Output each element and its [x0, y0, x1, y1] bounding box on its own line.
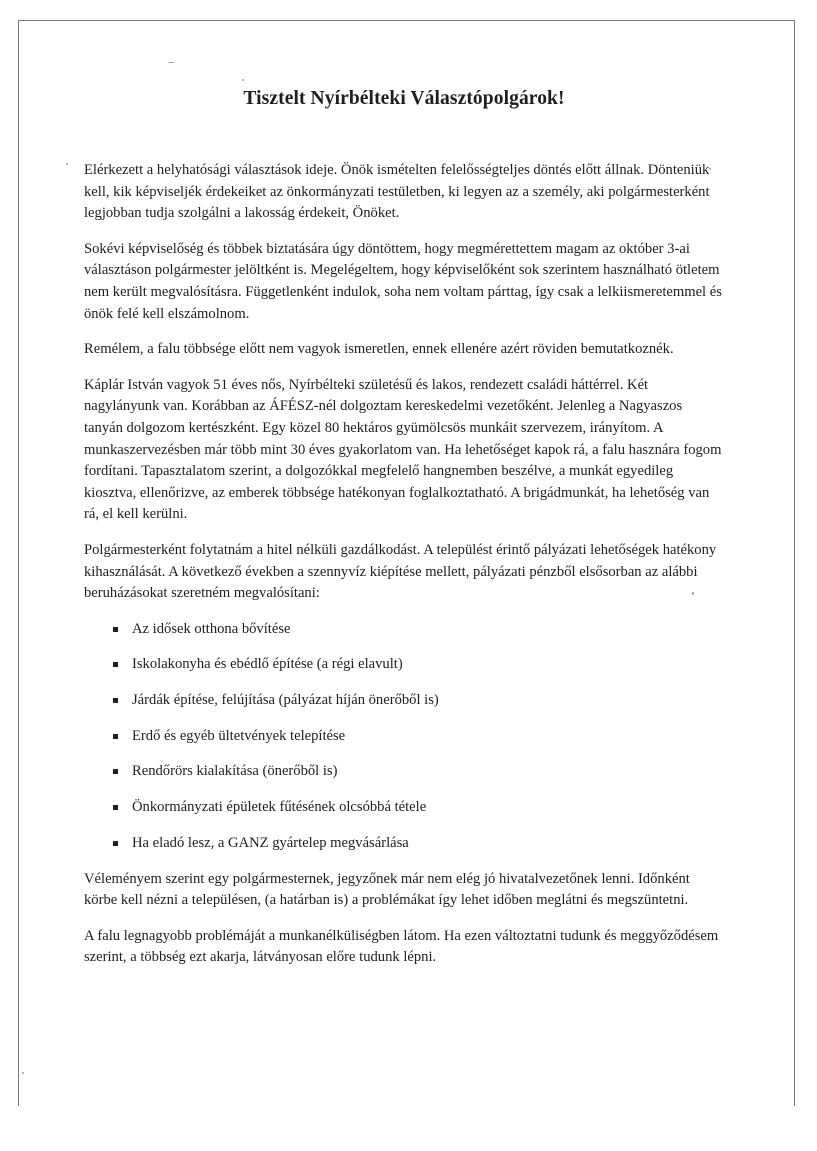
scan-speck [242, 79, 244, 81]
list-item [84, 690, 724, 711]
list-item [84, 797, 724, 818]
square-bullet-icon [113, 627, 118, 632]
investment-list [84, 619, 724, 854]
list-item [84, 726, 724, 747]
list-item-text: Járdák építése, felújítása (pályázat híján önerőből is) [132, 692, 439, 709]
paragraph-intro: Elérkezett a helyhatósági választások ideje. Önök ismételten felelősségteljes döntés előtt állnak. Dönteniük kell, kik képviseljék érdekeiket az önkormányzati testületben, ki legyen az a személy, aki polgármesterként legjobban tudja szolgálni a lakosság érdekeit, Önöket. [84, 162, 710, 222]
list-item-text: Ha eladó lesz, a GANZ gyártelep megvásárlása [132, 834, 409, 851]
square-bullet-icon [113, 734, 118, 739]
square-bullet-icon [113, 805, 118, 810]
list-item [84, 761, 724, 782]
list-item-text: Az idősek otthona bővítése [132, 620, 291, 637]
paragraph-candidacy: Sokévi képviselőség és többek biztatására úgy döntöttem, hogy megmérettettem magam az október 3-ai választáson polgármester jelöltként is. Megelégeltem, hogy képviselőként sok szerintem használható ötletem nem került megvalósításra. Függetlenként indulok, soha nem voltam párttag, így csak a lelkiismeretemmel és önök felé kell elszámolnom. [84, 240, 722, 322]
square-bullet-icon [113, 769, 118, 774]
square-bullet-icon [113, 698, 118, 703]
list-item [84, 833, 724, 854]
square-bullet-icon [113, 662, 118, 667]
list-item-text: Erdő és egyéb ültetvények telepítése [132, 727, 346, 744]
paragraph-opinion: Véleményem szerint egy polgármesternek, jegyzőnek már nem elég jó hivatalvezetőnek lenni. Időnként körbe kell nézni a településen, (a határban is) a problémákat így lehet időben meglátni és megszüntetni. [84, 870, 690, 909]
scan-speck [22, 1072, 24, 1074]
scan-speck [66, 163, 68, 165]
paragraph-biography: Káplár István vagyok 51 éves nős, Nyírbélteki születésű és lakos, rendezett családi háttérrel. Két nagylányunk van. Korábban az ÁFÉSZ-nél dolgoztam kereskedelmi vezetőként. Jelenleg a Nagyaszos tanyán dolgozom kertészként. Egy közel 80 hektáros gyümölcsös munkáit szervezem, irányítom. A munkaszervezésben már több mint 30 éves gyakorlatom van. Ha lehetőséget kapok rá, a falu hasznára fogom fordítani. Tapasztalatom szerint, a dolgozókkal megfelelő hangnemben beszélve, a munkát egyedileg kiosztva, ellenőrizve, az emberek többsége hatékonyan foglalkoztatható. A brigádmunkát, ha lehetőség van rá, el kell kerülni. [84, 376, 722, 523]
letter-title: Tisztelt Nyírbélteki Választópolgárok! [243, 88, 565, 109]
list-item [84, 654, 724, 675]
letter-content [84, 88, 724, 983]
paragraph-introduction: Remélem, a falu többsége előtt nem vagyok ismeretlen, ennek ellenére azért röviden bemutatkoznék. [84, 341, 674, 358]
list-item [84, 619, 724, 640]
list-item-text: Önkormányzati épületek fűtésének olcsóbbá tétele [132, 799, 427, 816]
scan-speck [168, 62, 174, 63]
list-item-text: Rendőrörs kialakítása (önerőből is) [132, 763, 338, 780]
list-item-text: Iskolakonyha és ebédlő építése (a régi elavult) [132, 656, 403, 673]
square-bullet-icon [113, 841, 118, 846]
paragraph-conclusion: A falu legnagyobb problémáját a munkanélküliségben látom. Ha ezen változtatni tudunk és meggyőződésem szerint, a többség ezt akarja, látványosan előre tudunk lépni. [84, 927, 719, 966]
paragraph-program: Polgármesterként folytatnám a hitel nélküli gazdálkodást. A települést érintő pályázati lehetőségek hatékony kihasználását. A következő években a szennyvíz kiépítése mellett, pályázati pénzből elsősorban az alábbi beruházásokat szeretném megvalósítani: [84, 541, 717, 602]
